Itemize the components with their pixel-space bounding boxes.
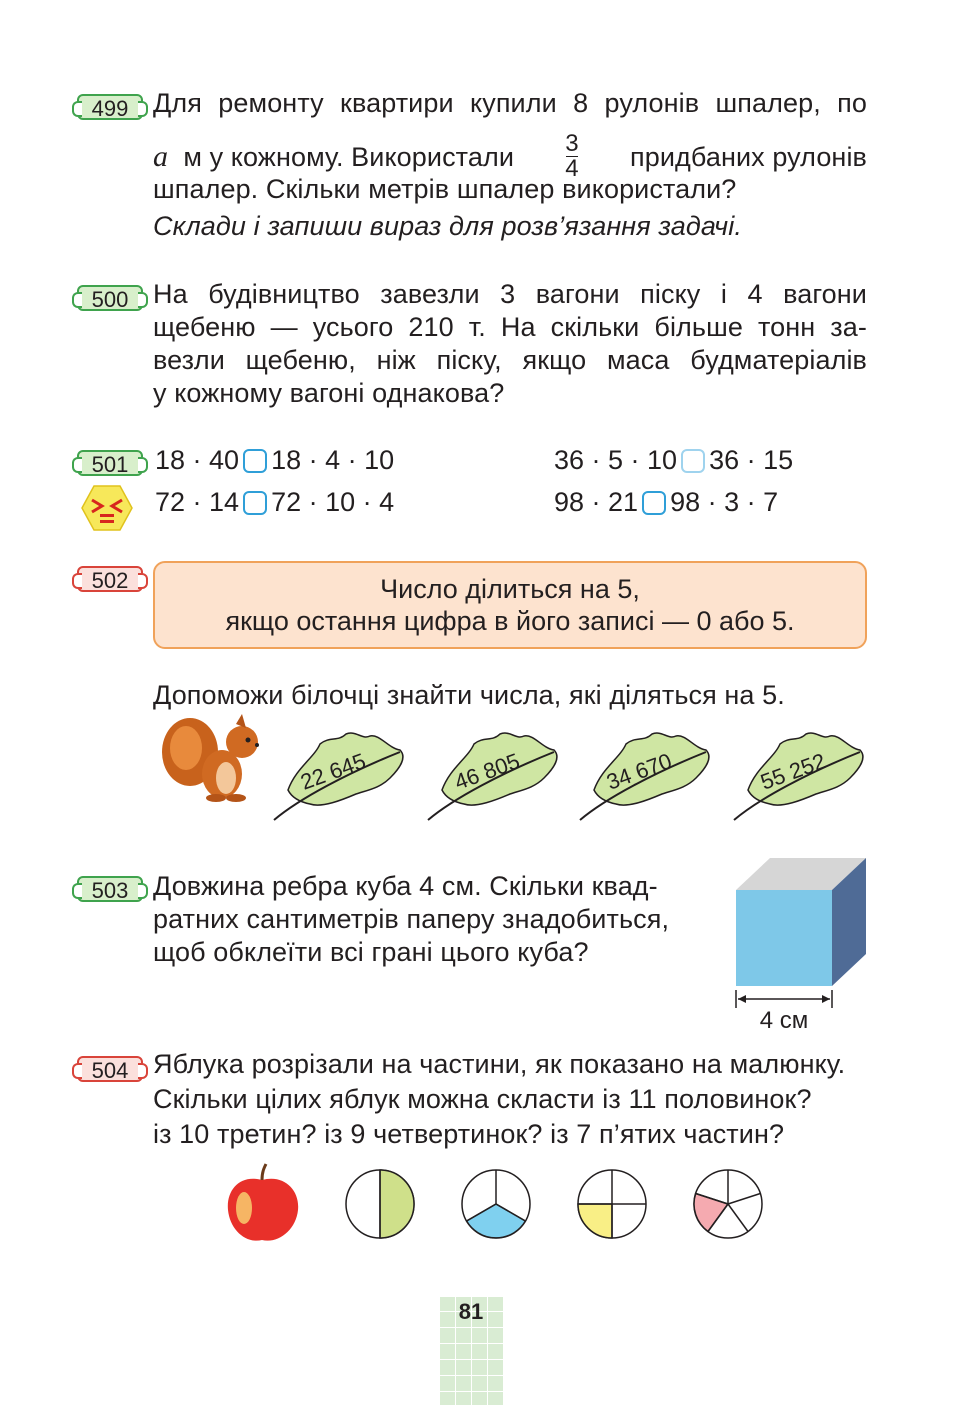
expr-left: 98 · 21 bbox=[554, 487, 639, 517]
leaf-number: 46 805 bbox=[451, 748, 523, 795]
expression-row1-left bbox=[155, 444, 394, 476]
expression-row2-left bbox=[155, 486, 394, 518]
apple-fifths-icon bbox=[694, 1170, 762, 1238]
task-number-503: 503 bbox=[77, 876, 143, 902]
expr-right: 18 · 4 · 10 bbox=[271, 445, 395, 475]
task-500-line4: у кожному вагоні однакова? bbox=[153, 378, 505, 408]
task-499-line2-b: придбаних рулонів bbox=[630, 141, 867, 172]
expression-row2-right bbox=[554, 486, 778, 518]
compare-box[interactable] bbox=[243, 449, 267, 473]
task-number-499: 499 bbox=[77, 94, 143, 120]
rule-line2: якщо остання цифра в його записі — 0 або 5. bbox=[225, 606, 795, 636]
fraction-denominator: 4 bbox=[565, 155, 579, 182]
leaf-4[interactable] bbox=[734, 733, 863, 820]
task-number-501: 501 bbox=[77, 450, 143, 476]
task-504-line2: Скільки цілих яблук можна скласти із 11 половинок? bbox=[153, 1084, 812, 1114]
compare-box[interactable] bbox=[681, 449, 705, 473]
page-number: 81 bbox=[458, 1299, 484, 1324]
expr-left: 72 · 14 bbox=[155, 487, 240, 517]
cube-edge-label: 4 см bbox=[759, 1007, 809, 1034]
leaf-number: 34 670 bbox=[603, 748, 675, 795]
task-499-line2-a: м у кожному. Використали bbox=[183, 141, 514, 172]
task-504-line1: Яблука розрізали на частини, як показано на малюнку. bbox=[153, 1049, 846, 1079]
apple-parts-illustration bbox=[220, 1160, 780, 1248]
task-499-line3: шпалер. Скільки метрів шпалер використали? bbox=[153, 174, 737, 204]
expression-row1-right bbox=[554, 444, 793, 476]
task-499-instruction: Склади і запиши вираз для розв’язання задачі. bbox=[153, 211, 742, 241]
task-499-line1: Для ремонту квартири купили 8 рулонів шпалер, по bbox=[153, 88, 867, 118]
leaf-2[interactable] bbox=[428, 733, 557, 820]
task-503-line1: Довжина ребра куба 4 см. Скільки квад- bbox=[153, 871, 658, 901]
task-500-line3: везли щебеню, ніж піску, якщо маса будматеріалів bbox=[153, 345, 867, 375]
task-500-line2: щебеню — усього 210 т. На скільки більше тонн за- bbox=[153, 312, 867, 342]
divisibility-rule-box bbox=[153, 561, 867, 649]
compare-box[interactable] bbox=[243, 491, 267, 515]
cube-icon bbox=[728, 854, 872, 1034]
task-number-504: 504 bbox=[77, 1056, 143, 1082]
rule-line1: Число ділиться на 5, bbox=[380, 574, 640, 604]
task-500-line1: На будівництво завезли 3 вагони піску і 4 вагони bbox=[153, 279, 867, 309]
apple-quarters-icon bbox=[578, 1170, 646, 1238]
task-502-question: Допоможи білочці знайти числа, які діляться на 5. bbox=[153, 680, 785, 710]
task-503-line3: щоб обклеїти всі грані цього куба? bbox=[153, 937, 589, 967]
task-503-line2: ратних сантиметрів паперу знадобиться, bbox=[153, 904, 670, 934]
oak-leaves-group bbox=[270, 728, 870, 824]
task-number-500: 500 bbox=[77, 285, 143, 311]
compare-box[interactable] bbox=[642, 491, 666, 515]
fraction-numerator: 3 bbox=[565, 130, 579, 157]
expr-right: 72 · 10 · 4 bbox=[271, 487, 395, 517]
leaf-3[interactable] bbox=[580, 733, 709, 820]
expr-right: 36 · 15 bbox=[709, 445, 794, 475]
expr-right: 98 · 3 · 7 bbox=[670, 487, 779, 517]
leaf-number: 55 252 bbox=[757, 748, 829, 795]
apple-halves-icon bbox=[346, 1170, 414, 1238]
leaf-1[interactable] bbox=[274, 733, 403, 820]
apple-thirds-icon bbox=[462, 1170, 530, 1238]
expr-left: 36 · 5 · 10 bbox=[554, 445, 678, 475]
task-504-line3: із 10 третин? із 9 четвертинок? із 7 п’ятих частин? bbox=[153, 1119, 785, 1149]
leaf-number: 22 645 bbox=[297, 748, 369, 795]
task-number-502: 502 bbox=[77, 566, 143, 592]
squirrel-icon bbox=[160, 712, 268, 804]
compare-signs-icon bbox=[80, 484, 134, 532]
expr-left: 18 · 40 bbox=[155, 445, 240, 475]
variable-a: а bbox=[153, 139, 169, 173]
apple-icon bbox=[228, 1164, 298, 1241]
